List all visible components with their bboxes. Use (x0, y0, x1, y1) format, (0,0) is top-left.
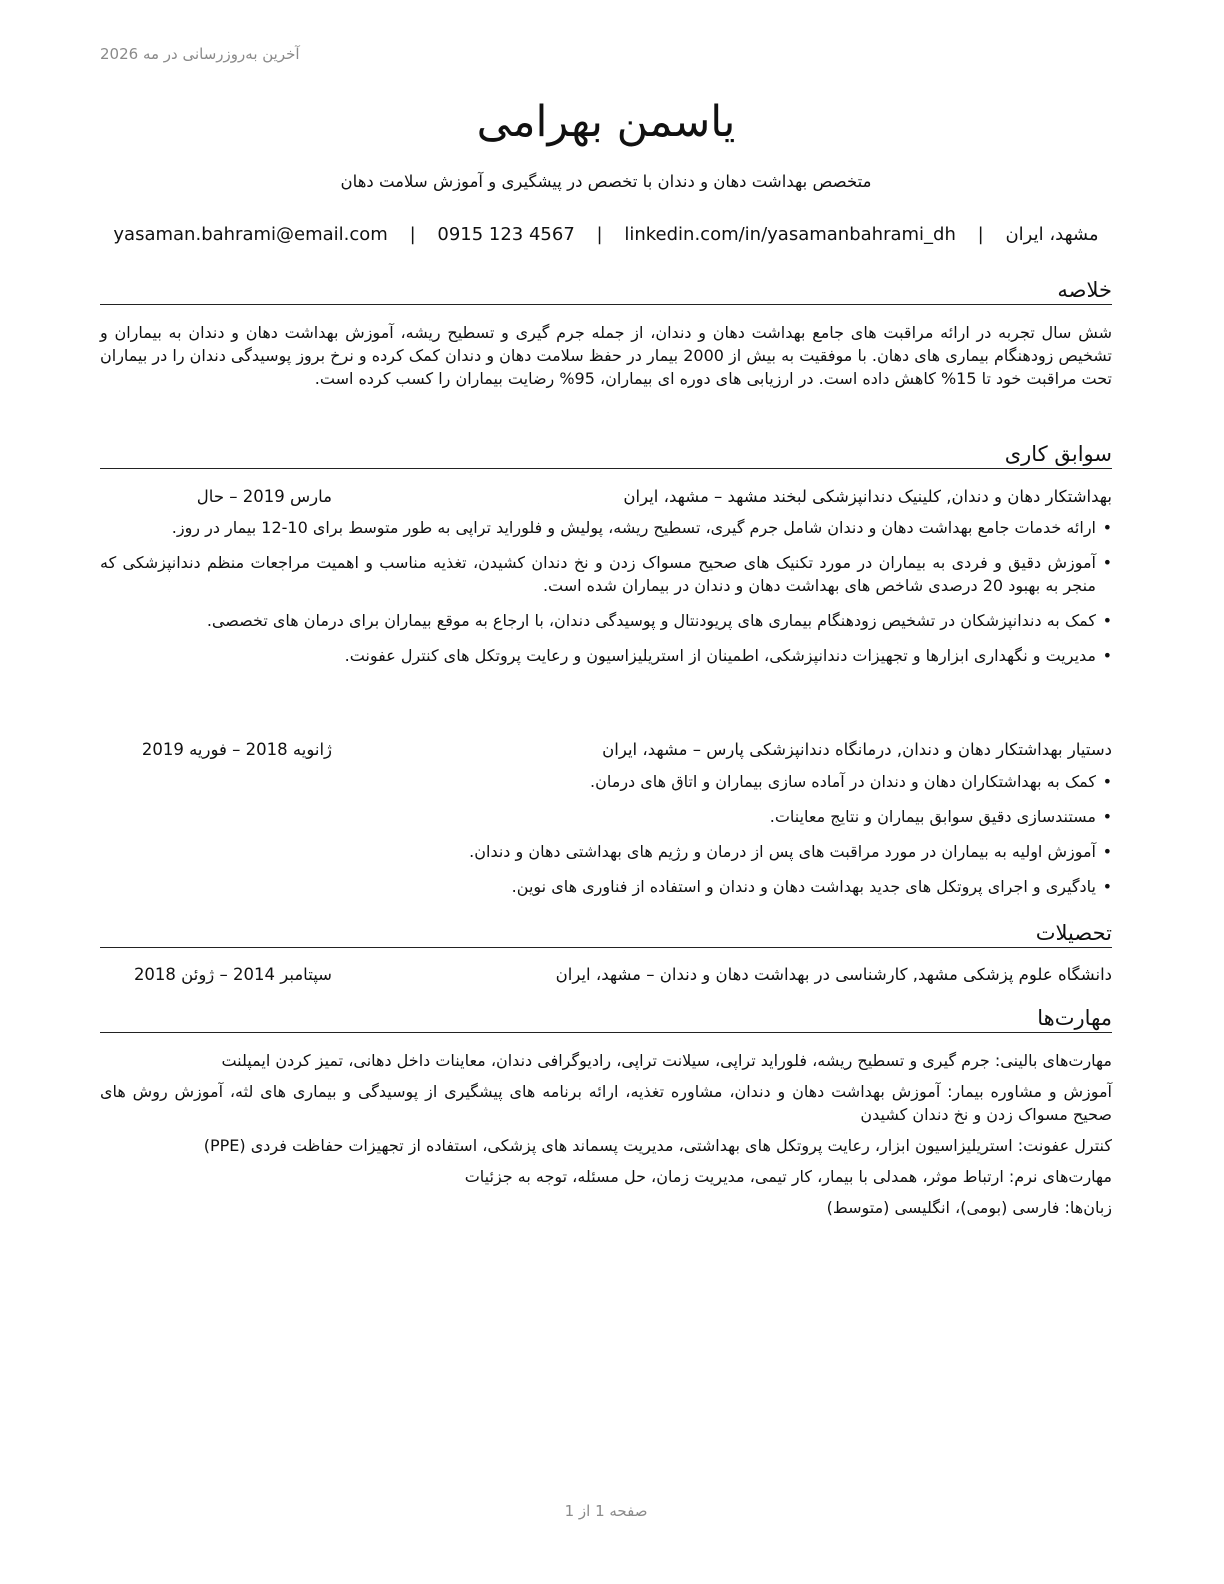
skills-row: مهارت‌های نرم: ارتباط موثر، همدلی با بیمار، کار تیمی، مدیریت زمان، حل مسئله، توجه به جزئیات (464, 1167, 1112, 1186)
contact-separator: | (409, 224, 416, 245)
job-dates: ژانویه 2018 – فوریه 2019 (141, 740, 332, 759)
resume-page (100, 0, 1112, 1584)
job-title: بهداشتکار دهان و دندان, کلینیک دندانپزشکی لبخند مشهد – مشهد، ایران (623, 487, 1112, 506)
experience-heading: سوابق کاری (100, 440, 1112, 469)
contact-email[interactable]: yasaman.bahrami@email.com (113, 224, 388, 245)
page-number: صفحه 1 از 1 (564, 1502, 648, 1520)
job-bullet: • کمک به بهداشتکاران دهان و دندان در آماده سازی بیماران و اتاق های درمان. (100, 770, 1112, 793)
contact-separator: | (977, 224, 984, 245)
education-title: دانشگاه علوم پزشکی مشهد, کارشناسی در بهداشت دهان و دندان – مشهد، ایران (555, 965, 1112, 984)
job-bullet: • آموزش اولیه به بیماران در مورد مراقبت های پس از درمان و رژیم های بهداشتی دهان و دندان. (100, 840, 1112, 863)
job-title: دستیار بهداشتکار دهان و دندان, درمانگاه دندانپزشکی پارس – مشهد، ایران (602, 740, 1112, 759)
job-bullets (100, 516, 1112, 667)
job-bullets (100, 770, 1112, 898)
job-bullet: • مستندسازی دقیق سوابق بیماران و نتایج معاینات. (100, 805, 1112, 828)
job-bullet: • آموزش دقیق و فردی به بیماران در مورد تکنیک های صحیح مسواک زدن و نخ دندان کشیدن، تغذیه مناسب و اهمیت مراجعات منظم دندانپزشکی که منجر به بهبود 20 درصدی شاخص های بهداشت دهان و دندان در بیماران شده است. (100, 551, 1112, 597)
job-bullet: • کمک به دندانپزشکان در تشخیص زودهنگام بیماری های پریودنتال و پوسیدگی دندان، با ارجاع به موقع بیماران برای درمان های تخصصی. (100, 609, 1112, 632)
summary-heading: خلاصه (100, 276, 1112, 305)
contact-linkedin[interactable]: linkedin.com/in/yasamanbahrami_dh (624, 224, 956, 245)
skills-row: آموزش و مشاوره بیمار: آموزش بهداشت دهان و دندان، مشاوره تغذیه، ارائه برنامه های پیشگیری از پوسیدگی و بیماری های لثه، آموزش روش های صحیح مسواک زدن و نخ دندان کشیدن (100, 1082, 1112, 1124)
skills-heading: مهارت‌ها (100, 1004, 1112, 1033)
job-bullet: • ارائه خدمات جامع بهداشت دهان و دندان شامل جرم گیری، تسطیح ریشه، پولیش و فلوراید تراپی به طور متوسط برای 10-12 بیمار در روز. (100, 516, 1112, 539)
skills-row: زبان‌ها: فارسی (بومی)، انگلیسی (متوسط) (826, 1198, 1112, 1217)
contact-location: مشهد، ایران (1005, 224, 1099, 245)
contact-phone[interactable]: 0915 123 4567 (437, 224, 575, 245)
summary-text: شش سال تجربه در ارائه مراقبت های جامع بهداشت دهان و دندان، از جمله جرم گیری و تسطیح ریشه، آموزش بهداشت دهان و دندان به بیماران و تشخیص زودهنگام بیماری های دهان. با موفقیت به بیش از 2000 بیمار در حفظ سلامت دهان و دندان کمک کرده و نرخ بروز پوسیدگی دندان را در بیماران تحت مراقبت خود تا 15% کاهش داده است. در ارزیابی های دوره ای بیماران، 95% رضایت بیماران را کسب کرده است. (100, 323, 1112, 388)
contact-line (100, 222, 1112, 248)
skills-row: کنترل عفونت: استریلیزاسیون ابزار، رعایت پروتکل های بهداشتی، مدیریت پسماند های پزشکی، استفاده از تجهیزات حفاظت فردی (PPE) (203, 1136, 1112, 1155)
education-entry (100, 962, 1112, 988)
job-bullet: • یادگیری و اجرای پروتکل های جدید بهداشت دهان و دندان و استفاده از فناوری های نوین. (100, 875, 1112, 898)
job-header (100, 737, 1112, 763)
job-dates: مارس 2019 – حال (196, 487, 332, 506)
candidate-name: یاسمن بهرامی (476, 97, 736, 147)
job-header (100, 484, 1112, 510)
candidate-tagline: متخصص بهداشت دهان و دندان با تخصص در پیشگیری و آموزش سلامت دهان (340, 172, 872, 191)
education-dates: سپتامبر 2014 – ژوئن 2018 (133, 965, 332, 984)
education-heading: تحصیلات (100, 919, 1112, 948)
last-updated-note: آخرین به‌روزرسانی در مه 2026 (100, 45, 300, 63)
skills-row: مهارت‌های بالینی: جرم گیری و تسطیح ریشه، فلوراید تراپی، سیلانت تراپی، رادیوگرافی دندان، معاینات داخل دهانی، تمیز کردن ایمپلنت (221, 1051, 1112, 1070)
skills-list (100, 1049, 1112, 1227)
job-bullet: • مدیریت و نگهداری ابزارها و تجهیزات دندانپزشکی، اطمینان از استریلیزاسیون و رعایت پروتکل های کنترل عفونت. (100, 644, 1112, 667)
contact-separator: | (596, 224, 603, 245)
